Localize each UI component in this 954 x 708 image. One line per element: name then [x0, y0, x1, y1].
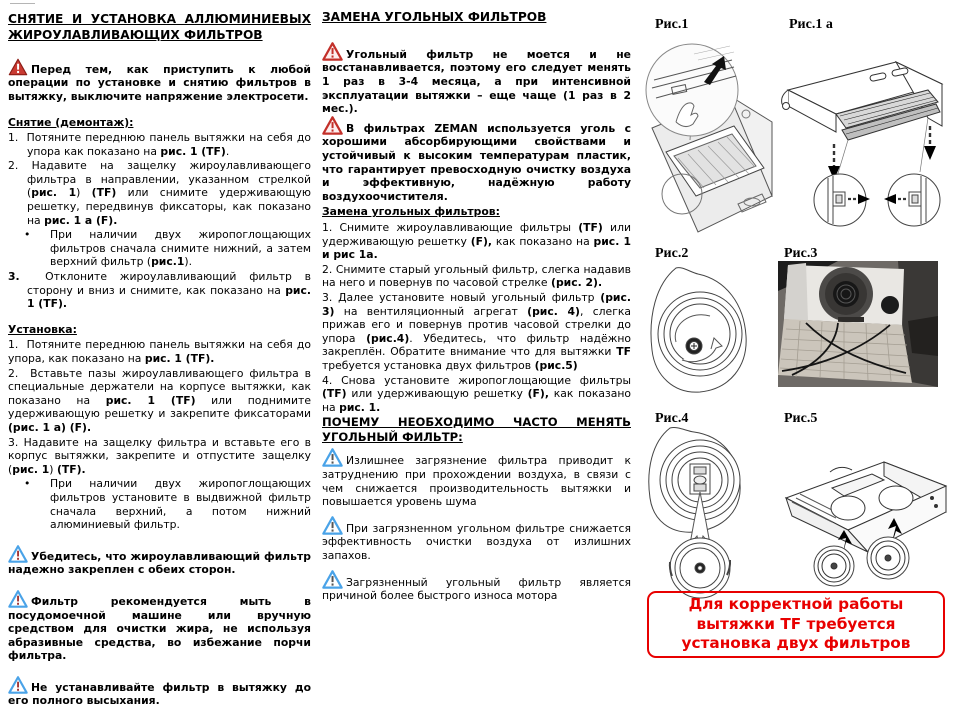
fig1-illustration	[642, 36, 778, 236]
fig5-illustration	[772, 446, 954, 588]
warning-icon	[8, 590, 28, 608]
carbon-warning-2	[322, 116, 631, 204]
fig1a-label: Рис.1 а	[789, 17, 833, 32]
removal-step-1: 1. Потяните переднюю панель вытяжки на себя до упора как показано на рис. 1 (TF).	[8, 131, 311, 158]
install-step-1: 1. Потяните переднюю панель вытяжки на себя до упора, как показано на рис. 1 (TF).	[8, 338, 311, 365]
fig2-label: Рис.2	[655, 246, 689, 261]
tf-two-filters-note-text: Для корректной работы вытяжки TF требуется установка двух фильтров	[681, 595, 911, 653]
figures-column	[640, 0, 954, 675]
warning-icon	[8, 545, 28, 563]
fig4-label: Рис.4	[655, 411, 689, 426]
fig5-label: Рис.5	[784, 411, 818, 426]
fig1a-illustration	[778, 48, 952, 234]
intro-warning	[8, 58, 311, 104]
carbon-warning-1	[322, 42, 631, 116]
carbon-step-2: 2. Снимите старый угольный фильтр, слегка надавив на него и повернув по часовой стрелке (рис. 2).	[322, 262, 631, 290]
warning-icon	[8, 58, 28, 76]
warning-icon	[322, 116, 343, 135]
warning-dry-filter-text: Не устанавливайте фильтр в вытяжку до его полного высыхания.	[8, 680, 311, 708]
warning-dry-filter	[8, 676, 311, 708]
removal-heading: Снятие (демонтаж):	[8, 115, 134, 129]
carbon-step-3: 3. Далее установите новый угольный фильтр (рис. 3) на вентиляционный агрегат (рис. 4), слегка прижав его и повернув против часовой стрелки до упора (рис.4). Убедитесь, что фильтр надёжно закреплён. Обратите внимание что для вытяжки TF требуется установка двух фильтров (рис.5)	[322, 290, 632, 372]
install-step-2: 2. Вставьте пазы жироулавливающего фильтра в специальные держатели на корпусе вытяжки, как показано на рис. 1 (TF) или поднимите удерживающую решетку и закрепите фиксаторами (рис. 1 а) (F).	[8, 366, 311, 434]
fig3-label: Рис.3	[784, 246, 818, 261]
carbon-step-4: 4. Снова установите жиропоглощающие фильтры (TF) или удерживающую решетку (F), как показано на рис. 1.	[322, 373, 631, 414]
why-item-3	[322, 570, 631, 603]
middle-column	[322, 0, 631, 603]
warning-secure-filter-text: Убедитесь, что жироулавливающий фильтр надежно закреплен с обеих сторон.	[8, 549, 311, 577]
why-item-1	[322, 448, 631, 508]
left-column	[8, 0, 311, 708]
warning-wash-filter	[8, 590, 311, 663]
why-item-1-text: Излишнее загрязнение фильтра приводит к затруднению при прохождении воздуха, в связи с чем снижается производительность вытяжки и повышается уровень шума	[322, 454, 631, 509]
removal-step-3: 3. Отклоните жироулавливающий фильтр в сторону и вниз и снимите, как показано на рис. 1 (TF).	[8, 270, 311, 311]
fig4-illustration	[640, 426, 760, 598]
warning-secure-filter	[8, 545, 311, 577]
carbon-warning-2-text: В фильтрах ZEMAN используется уголь с хорошими абсорбирующими свойствами и устойчивый к высоким температурам пластик, что гарантирует превосходную очистку воздуха и эффективную, надёжную работу воздухоочистителя.	[322, 121, 631, 203]
why-item-2	[322, 516, 631, 563]
carbon-steps-heading: Замена угольных фильтров:	[322, 205, 500, 219]
removal-step-2: 2. Надавите на защелку жироулавливающего фильтра в направлении, указанном стрелкой (рис. 1) (TF) или снимите удерживающую решетку, передвинув фиксаторы, как показано на рис. 1 а (F).	[8, 159, 311, 227]
warning-icon	[322, 516, 343, 535]
warning-wash-filter-text: Фильтр рекомендуется мыть в посудомоечной машине или вручную средством для очистки жира, не используя абразивные средства, во избежание порчи фильтра.	[8, 594, 311, 663]
fig1-label: Рис.1	[655, 17, 689, 32]
install-heading: Установка:	[8, 322, 77, 336]
section-title-grease-filters: СНЯТИЕ И УСТАНОВКА АЛЛЮМИНИЕВЫХ ЖИРОУЛАВЛИВАЮЩИХ ФИЛЬТРОВ	[8, 12, 311, 42]
carbon-warning-1-text: Угольный фильтр не моется и не восстанавливается, поэтому его следует менять 1 раз в 3-4 месяца, а при интенсивной эксплуатации вытяжки – еще чаще (1 раз в 2 мес.).	[322, 47, 631, 116]
intro-warning-text: Перед тем, как приступить к любой операции по установке и снятию фильтров в вытяжку, выключите напряжение электросети.	[8, 62, 311, 103]
warning-icon	[8, 676, 28, 694]
warning-icon	[322, 42, 343, 61]
warning-icon	[322, 570, 343, 589]
carbon-step-1: 1. Снимите жироулавливающие фильтры (TF) или удерживающую решетку (F), как показано на рис. 1 и рис 1а.	[322, 220, 631, 262]
removal-bullet: • При наличии двух жиропоглощающих фильтров сначала снимите нижний, а затем верхний фильтр (рис.1).	[8, 228, 311, 269]
why-heading: ПОЧЕМУ НЕОБХОДИМО ЧАСТО МЕНЯТЬ УГОЛЬНЫЙ ФИЛЬТР:	[322, 415, 631, 444]
section-title-carbon-filters: ЗАМЕНА УГОЛЬНЫХ ФИЛЬТРОВ	[322, 10, 547, 24]
fig2-illustration	[642, 264, 756, 402]
install-bullet: • При наличии двух жиропоглощающих фильтров установите в выдвижной фильтр сначала верхний, а потом нижний алюминиевый фильтр.	[8, 477, 311, 531]
install-step-3: 3. Надавите на защелку фильтра и вставьте его в корпус вытяжки, закрепите и отпустите защелку (рис. 1) (TF).	[8, 435, 311, 476]
why-item-2-text: При загрязненном угольном фильтре снижается эффективность очистки воздуха от излишних запахов.	[322, 521, 631, 563]
fig3-photo	[778, 261, 938, 387]
tf-two-filters-note	[647, 591, 945, 658]
why-item-3-text: Загрязненный угольный фильтр является причиной более быстрого износа мотора	[322, 575, 631, 603]
warning-icon	[322, 448, 343, 467]
